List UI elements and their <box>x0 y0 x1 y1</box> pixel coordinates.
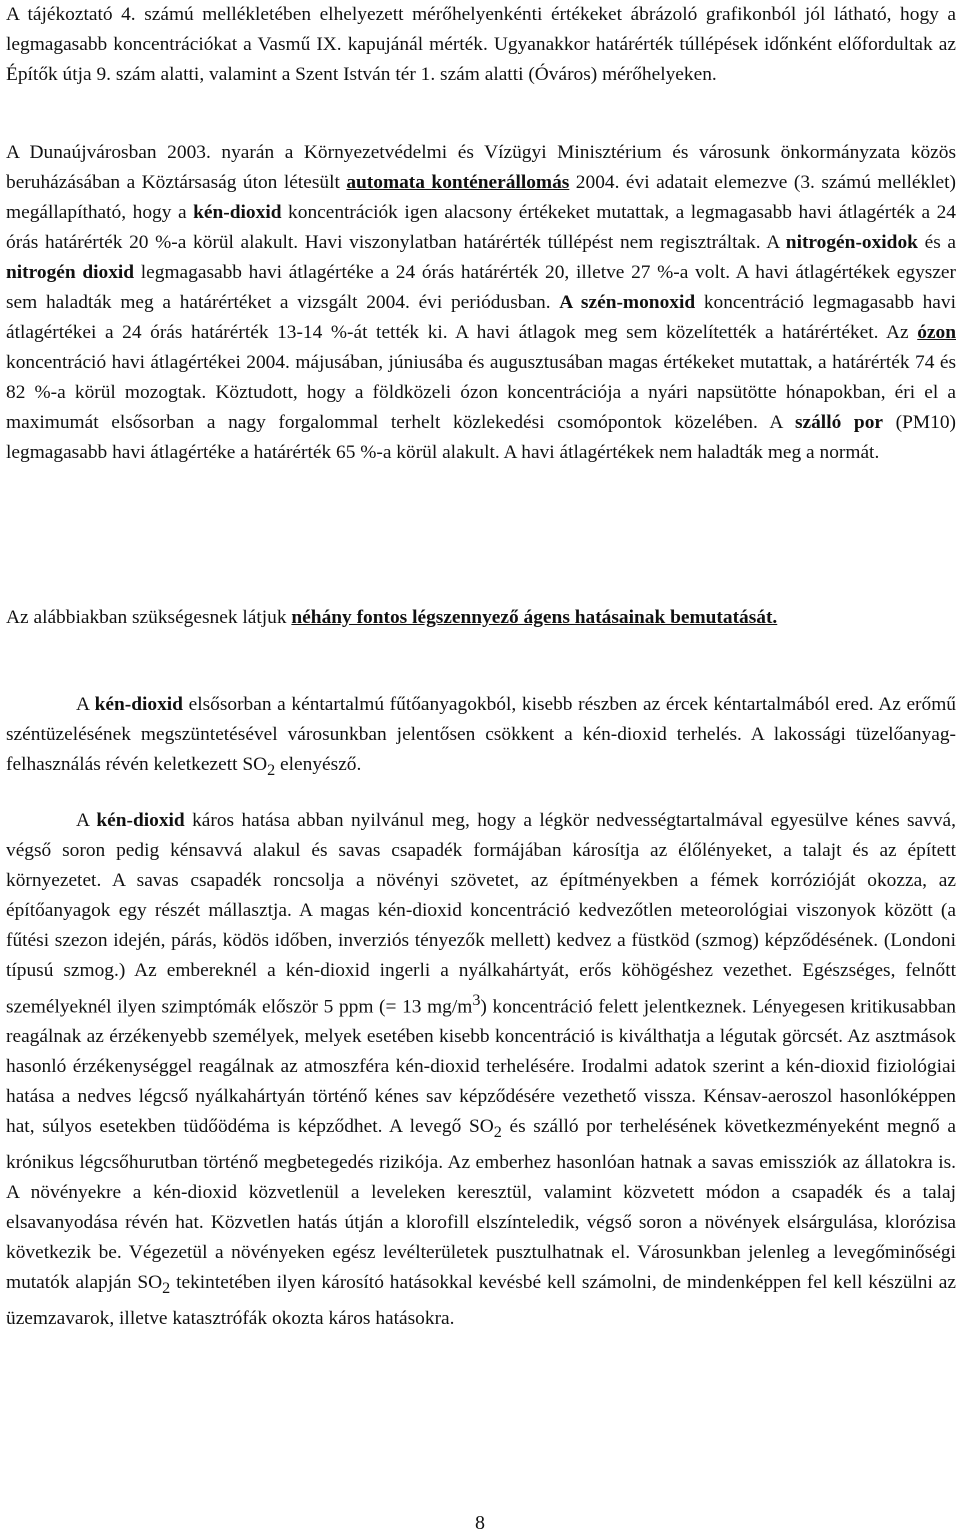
bold-text: kén-dioxid <box>193 202 282 223</box>
bold-text: nitrogén dioxid <box>6 262 135 283</box>
text-run: koncentráció havi átlagértékei 2004. májusában, júniusába és augusztusában magas értékeket mutattak, a határérték 74 és 82 %-a körül mozogtak. Köztudott, hogy a földközeli ózon koncentrációja a nyári napsütötte hónapokban, éri el a maximumát elsősorban a nagy forgalommal terhelt közlekedési csomópontok közelében. A <box>6 352 956 433</box>
paragraph-text <box>6 0 956 90</box>
bold-text: nitrogén-oxidok <box>785 232 918 253</box>
bold-underlined-text: néhány fontos légszennyező ágens hatásainak bemutatását. <box>291 607 778 628</box>
subscript-text: 2 <box>267 761 276 779</box>
text-run: elenyésző. <box>275 754 362 775</box>
text-run: és a <box>917 232 956 253</box>
paragraph-introduction <box>6 603 956 633</box>
text-run: A <box>76 810 97 831</box>
paragraph-text <box>6 806 956 1334</box>
bold-text: kén-dioxid <box>94 694 183 715</box>
subscript-text: 2 <box>162 1280 171 1298</box>
text-run: koncentrációk igen alacsony értékeket mutattak, a legmagasabb havi átlagérték a 24 órás határérték 20 %-a körül alakult. Havi viszonylatban határérték túllépést nem regisztráltak. A <box>6 202 956 253</box>
subscript-text: 2 <box>493 1124 502 1142</box>
bold-underlined-text: ózon <box>917 322 956 343</box>
bold-underlined-text: automata konténerállomás <box>346 172 570 193</box>
text-run: Az alábbiakban szükségesnek látjuk <box>6 607 292 628</box>
text-run: tekintetében ilyen károsító hatásokkal kevésbé kell számolni, de mindenképpen fel kell készülni az üzemzavarok, illetve katasztrófák okozta káros hatásokra. <box>6 1272 956 1330</box>
bold-text: szálló por <box>794 412 884 433</box>
text-run: koncentráció legmagasabb havi átlagértékei a 24 órás határérték 13-14 %-át tették ki. A havi átlagok meg sem közelítették a határértéket. Az <box>6 292 956 343</box>
text-run: ) koncentráció felett jelentkeznek. Lényegesen kritikusabban reagálnak az érzékenyebb személyek, melyek esetében kisebb koncentráció is kiválthatja a légutak görcsét. Az asztmások hasonló érzékenységgel reagálnak az atmoszféra kén-dioxid terhelésére. Irodalmi adatok szerint a kén-dioxid fiziológiai hatása a nedves légcső nyálkahártyán történő kénes sav képződésére vezethető vissza. Kénsav-aeroszol hasonlóképpen hat, súlyos esetekben tüdőödéma is képződhet. A levegő SO <box>6 996 956 1138</box>
page-number: 8 <box>475 1512 485 1534</box>
paragraph-sulfur-dioxide-sources <box>6 690 956 786</box>
paragraph-sulfur-dioxide-effects <box>6 806 956 1334</box>
paragraph-container-station <box>6 138 956 468</box>
paragraph-text <box>6 603 956 633</box>
text-run: A tájékoztató 4. számú mellékletében elhelyezett mérőhelyenkénti értékeket ábrázoló grafikonból jól látható, hogy a legmagasabb koncentrációkat a Vasmű IX. kapujánál mérték. Ugyanakkor határérték túllépések időnként előfordultak az Építők útja 9. szám alatti, valamint a Szent István tér 1. szám alatti (Óváros) mérőhelyeken. <box>6 4 956 85</box>
paragraph-measurement-sites <box>6 0 956 90</box>
text-run: legmagasabb havi átlagértéke a 24 órás határérték 20, illetve 27 %-a volt. A havi átlagértékek egyszer sem haladták meg a határértéket a vizsgált 2004. évi periódusban. <box>6 262 956 313</box>
text-run: káros hatása abban nyilvánul meg, hogy a légkör nedvességtartalmával egyesülve kénes savvá, végső soron pedig kénsavvá alakul és savas csapadék formájában károsítja az élőlényeket, a talajt és az épített környezetet. A savas csapadék roncsolja a növényi szövetet, az építményekben a fémek korrózióját okozza, az építőanyagok egy részét mállasztja. A magas kén-dioxid koncentráció kedvezőtlen meteorológiai viszonyok között (a fűtési szezon idején, párás, ködös időben, inverziós tényezők mellett) kedvez a füstköd (szmog) képződésének. (Londoni típusú szmog.) Az embereknél a kén-dioxid ingerli a nyálkahártyát, erős köhögéshez vezethet. Egészséges, felnőtt személyeknél ilyen szimptómák először 5 ppm (= 13 mg/m <box>6 810 957 1018</box>
text-run: (PM10) legmagasabb havi átlagértéke a határérték 65 %-a körül alakult. A havi átlagértékek nem haladták meg a normát. <box>6 412 956 463</box>
superscript-text: 3 <box>472 992 481 1009</box>
paragraph-text <box>6 690 956 786</box>
text-run: A <box>76 694 95 715</box>
text-run: és szálló por terhelésének következményeként megnő a krónikus légcsőhurutban történő megbetegedés rizikója. Az emberhez hasonlóan hatnak a savas emissziók az állatokra is. A növényekre a kén-dioxid közvetlenül a leveleken keresztül, valamint közvetett módon a csapadék és a talaj elsavanyodása révén hat. Közvetlen hatás útján a klorofill elszínteledik, végső soron a növények elsárgulása, klorózisa következik be. Végezetül a növényeken egész levélterületek pusztulhatnak el. Városunkban jelenleg a levegőminőségi mutatók alapján SO <box>6 1116 957 1294</box>
paragraph-text <box>6 138 956 468</box>
text-run: A Dunaújvárosban 2003. nyarán a Környezetvédelmi és Vízügyi Minisztérium és városunk önkormányzata közös beruházásában a Köztársaság úton létesült <box>6 142 956 193</box>
bold-text: A szén-monoxid <box>559 292 696 313</box>
text-run: elsősorban a kéntartalmú fűtőanyagokból, kisebb részben az ércek kéntartalmából ered. Az erőmű széntüzelésének megszüntetésével városunkban jelentősen csökkent a kén-dioxid terhelés. A lakossági tüzelőanyag-felhasználás révén keletkezett SO <box>6 694 956 775</box>
text-run: 2004. évi adatait elemezve (3. számú melléklet) megállapítható, hogy a <box>6 172 956 223</box>
bold-text: kén-dioxid <box>96 810 185 831</box>
